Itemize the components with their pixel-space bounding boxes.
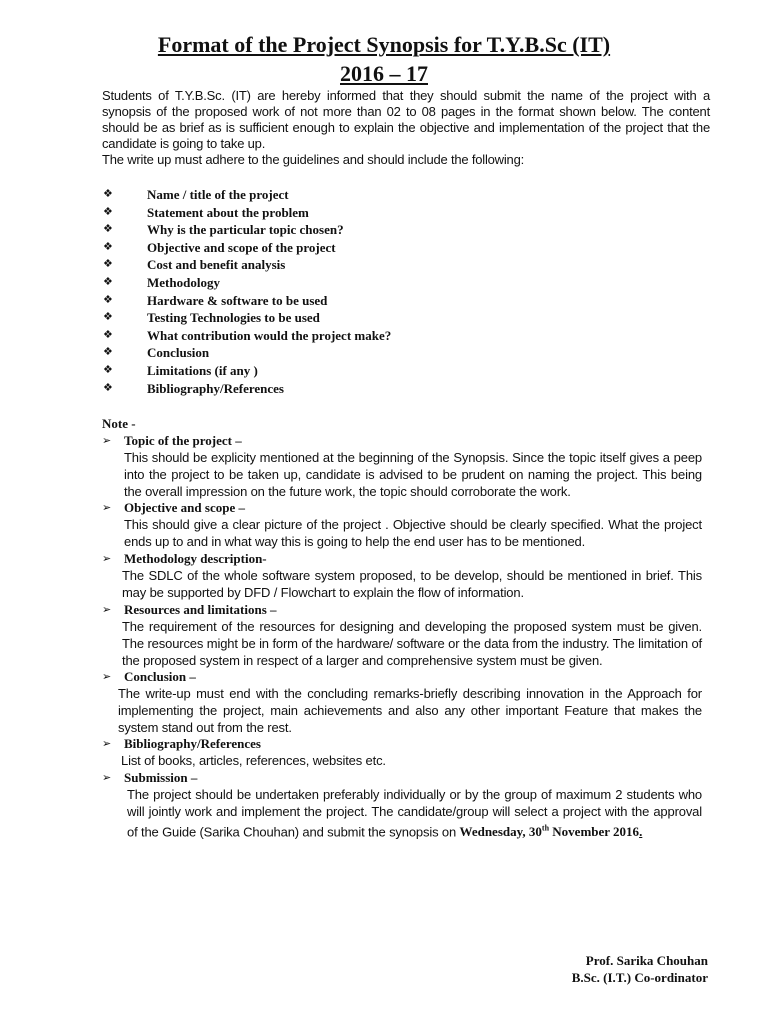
academic-year: 2016 – 17: [340, 61, 428, 86]
note-body: This should be explicity mentioned at the beginning of the Synopsis. Since the topic itself gives a peep into the project to be taken up, candidate is advised to be prudent on naming the project. This being the overall impression on the future work, the topic should corroborate the work.: [124, 450, 702, 499]
list-item: ❖ Testing Technologies to be used: [103, 310, 320, 326]
arrow-bullet-icon: ➢: [102, 671, 112, 683]
list-item: ❖ Objective and scope of the project: [103, 239, 336, 255]
list-item: ❖ Conclusion: [103, 345, 210, 361]
submission-text: The project should be undertaken preferably individually or by the group of maximum 2 students who will jointly work and implement the project. The candidate/group will select a project with the approval of the Guide (Sarika Chouhan) and submit the synopsis on: [127, 787, 702, 839]
note-body: List of books, articles, references, websites etc.: [121, 753, 386, 768]
diamond-bullet-icon: ❖: [103, 275, 113, 288]
list-item: ❖ Hardware & software to be used: [103, 292, 328, 308]
intro-paragraph: Students of T.Y.B.Sc. (IT) are hereby informed that they should submit the name of the project with a synopsis of the proposed work of not more than 02 to 08 pages in the format shown below. The content should be as brief as is sufficient enough to explain the objective and implementation of the project that the candidate is going to take up.: [102, 88, 710, 151]
diamond-bullet-icon: ❖: [103, 258, 113, 271]
note-submission: [102, 770, 702, 841]
note-head: Objective and scope –: [124, 500, 245, 515]
list-item: ❖ Why is the particular topic chosen?: [103, 222, 344, 238]
synopsis-contents-list: [102, 186, 662, 397]
arrow-bullet-icon: ➢: [102, 772, 112, 784]
note-body: [102, 787, 702, 841]
diamond-bullet-icon: ❖: [103, 328, 113, 341]
note-body: This should give a clear picture of the project . Objective should be clearly specified. What the project ends up to and in what way this is going to help the end user has to be mentioned.: [124, 517, 702, 549]
note-body: The write-up must end with the concluding remarks-briefly describing innovation in the Approach for implementing the project, main achievements and also any other important Feature that makes the system stand out from the rest.: [118, 686, 702, 735]
note-topic: [102, 433, 702, 500]
arrow-bullet-icon: ➢: [102, 604, 112, 616]
note-resources: [102, 602, 702, 669]
diamond-bullet-icon: ❖: [103, 293, 113, 306]
submission-date: Wednesday, 30th November 2016.: [459, 823, 643, 839]
diamond-bullet-icon: ❖: [103, 205, 113, 218]
intro-text: [102, 88, 710, 168]
arrow-bullet-icon: ➢: [102, 738, 112, 750]
signature-role: B.Sc. (I.T.) Co-ordinator: [571, 970, 708, 985]
note-conclusion: [102, 669, 702, 736]
note-head: Bibliography/References: [124, 736, 261, 751]
arrow-bullet-icon: ➢: [102, 502, 112, 514]
note-body: The requirement of the resources for designing and developing the proposed system must be given. The resources might be in form of the hardware/ software or the data from the industry. The limitation of the proposed system in respect of a larger and comprehensive system must be given.: [122, 619, 702, 668]
list-item: ❖ Bibliography/References: [103, 380, 284, 396]
diamond-bullet-icon: ❖: [103, 188, 113, 200]
note-head: Resources and limitations –: [124, 602, 277, 617]
arrow-bullet-icon: ➢: [102, 553, 112, 565]
list-item: ❖ Limitations (if any ): [103, 362, 258, 378]
note-head: Conclusion –: [124, 669, 196, 684]
note-head: Methodology description-: [124, 551, 267, 566]
list-item: ❖ Methodology: [103, 274, 220, 290]
list-item: ❖ Name / title of the project: [103, 187, 289, 202]
note-objective: [102, 500, 702, 551]
note-methodology: [102, 551, 702, 602]
signature-name: Prof. Sarika Chouhan: [585, 953, 708, 968]
list-item: ❖ Cost and benefit analysis: [103, 257, 286, 273]
diamond-bullet-icon: ❖: [103, 346, 113, 359]
arrow-bullet-icon: ➢: [102, 435, 112, 447]
diamond-bullet-icon: ❖: [103, 223, 113, 236]
diamond-bullet-icon: ❖: [103, 363, 113, 376]
note-heading: Note -: [102, 416, 136, 431]
note-head: Topic of the project –: [124, 433, 242, 448]
list-item: ❖ What contribution would the project make?: [103, 327, 392, 343]
intro-guidelines: The write up must adhere to the guidelines and should include the following:: [102, 152, 525, 167]
note-bibliography: [102, 736, 702, 770]
diamond-bullet-icon: ❖: [103, 311, 113, 324]
signature-block: [572, 952, 708, 986]
diamond-bullet-icon: ❖: [103, 240, 113, 253]
note-head: Submission –: [124, 770, 198, 785]
note-body: The SDLC of the whole software system proposed, to be develop, should be mentioned in brief. This may be supported by DFD / Flowchart to explain the flow of information.: [122, 568, 702, 600]
diamond-bullet-icon: ❖: [103, 381, 113, 394]
document-title: Format of the Project Synopsis for T.Y.B.Sc (IT): [157, 32, 611, 57]
list-item: ❖ Statement about the problem: [103, 204, 309, 220]
